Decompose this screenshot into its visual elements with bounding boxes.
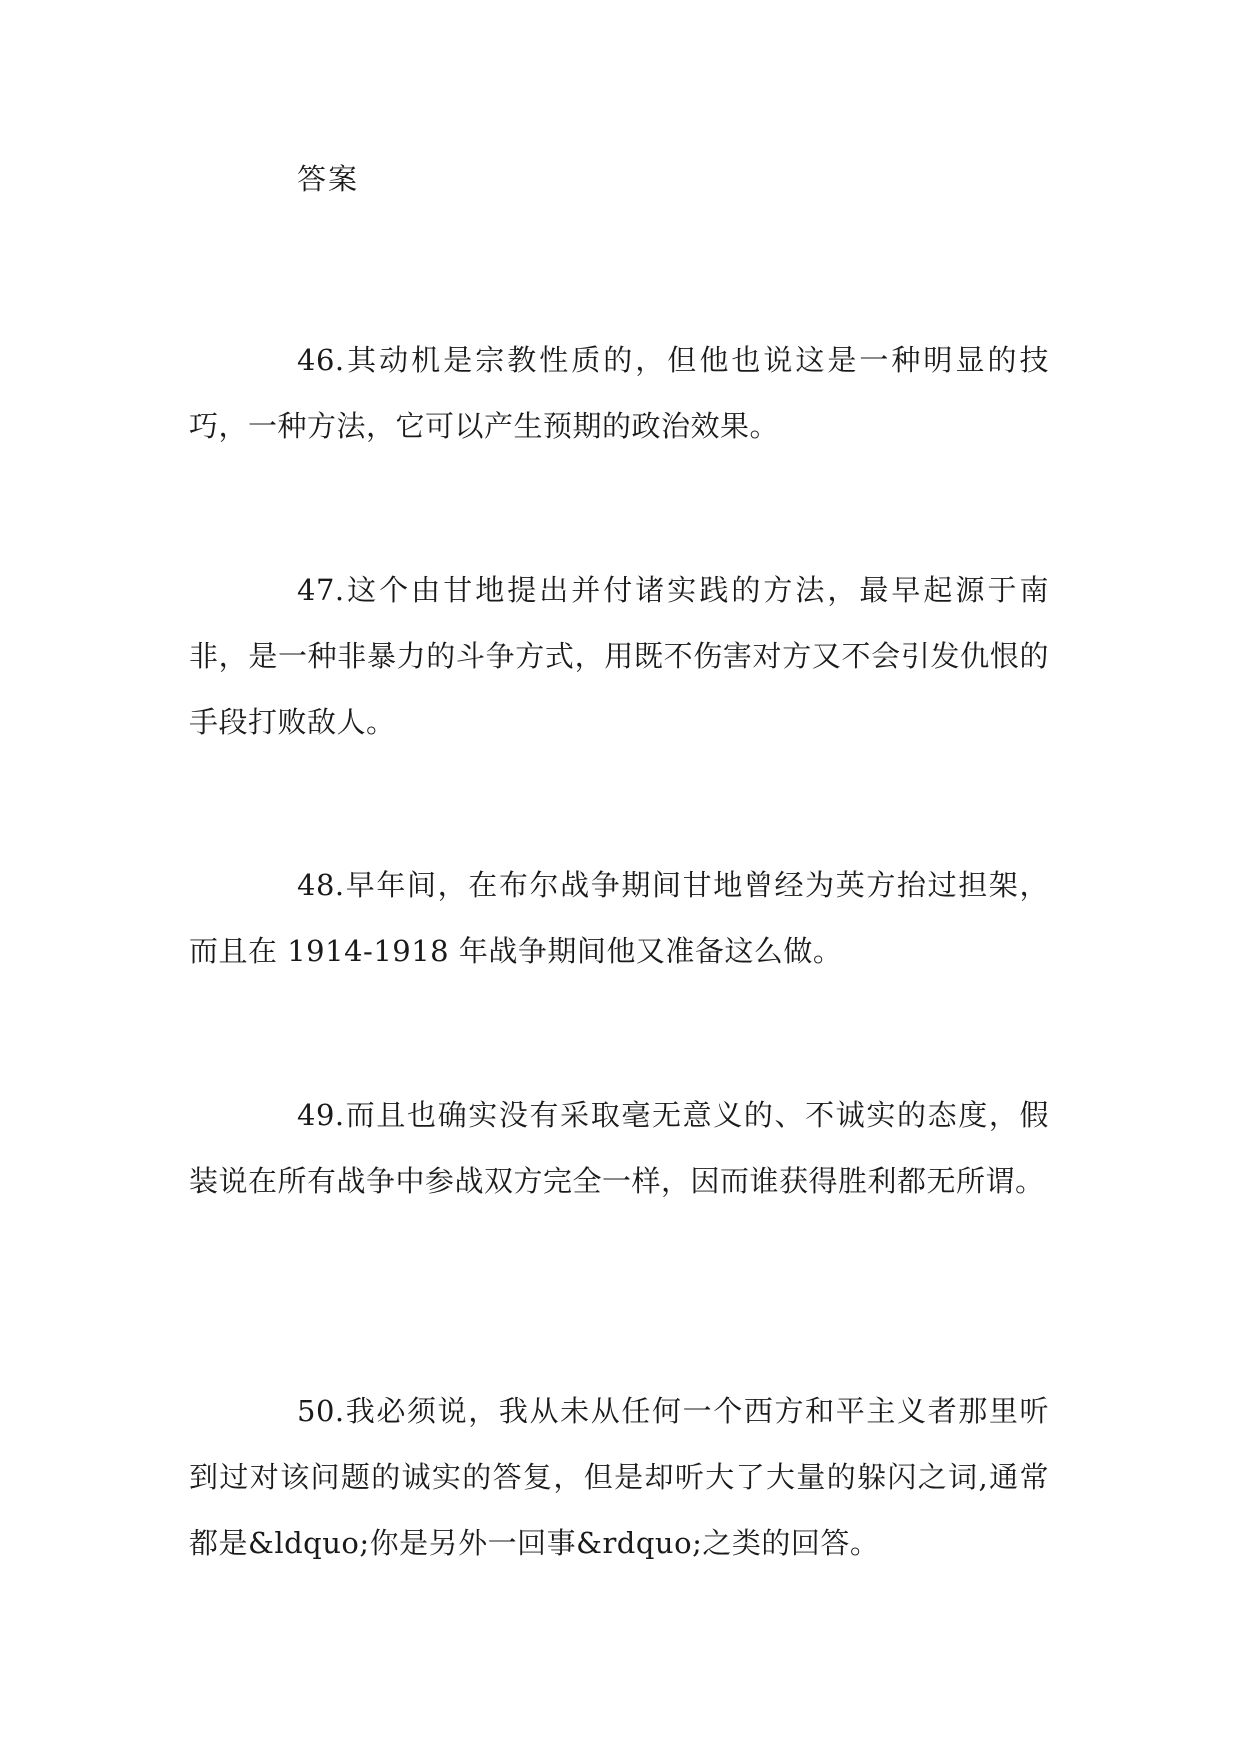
answer-text: 这个由甘地提出并付诸实践的方法，最早起源于南非，是一种非暴力的斗争方式，用既不伤害对方又不会引发仇恨的手段打败敌人。: [189, 573, 1049, 739]
answer-text: 早年间，在布尔战争期间甘地曾经为英方抬过担架，而且在 1914-1918 年战争期间他又准备这么做。: [189, 868, 1049, 968]
answer-text: 而且也确实没有采取毫无意义的、不诚实的态度，假装说在所有战争中参战双方完全一样，因而谁获得胜利都无所谓。: [189, 1098, 1049, 1198]
answer-number: 50.: [297, 1394, 345, 1428]
answer-48: [189, 852, 1049, 984]
answer-50: [189, 1378, 1049, 1576]
answer-49: [189, 1082, 1049, 1214]
answer-47: [189, 557, 1049, 755]
answer-number: 47.: [297, 573, 345, 607]
answer-text: 其动机是宗教性质的，但他也说这是一种明显的技巧，一种方法，它可以产生预期的政治效果。: [189, 343, 1049, 443]
answer-number: 49.: [297, 1098, 345, 1132]
answer-46: [189, 327, 1049, 459]
answer-number: 48.: [297, 868, 345, 902]
answer-number: 46.: [297, 343, 345, 377]
answer-text: 我必须说，我从未从任何一个西方和平主义者那里听到过对该问题的诚实的答复，但是却听大了大量的躲闪之词,通常都是&ldquo;你是另外一回事&rdquo;之类的回答。: [189, 1394, 1049, 1560]
answers-heading: 答案: [297, 162, 360, 196]
